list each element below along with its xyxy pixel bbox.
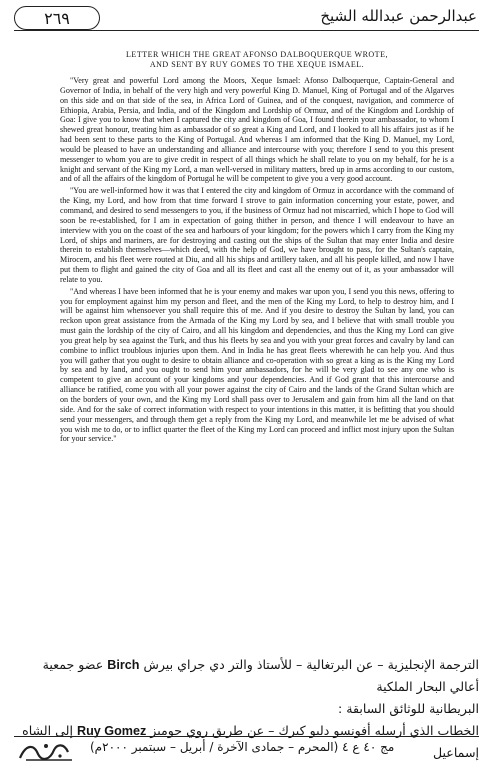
letter-paragraph-2: "You are well-informed how it was that I entered the city and kingdom of Ormuz in accordance with the command of the King, my Lord, and how from that time forward I strove to gain information concerning your estate, power, and command, and desired to send messengers to you, if the business of Ormuz had not miscarried, which I hope to God will soon be re-established, for I am in expectation of going thither in person, and thence I will endeavour to have an interview with you on the coast of the sea and harbours of your kingdom; for the powers which I carry from the King my Lord, of ships and mariners, are for destroying and casting out the ships of the Sultan that may enter India and desire therein to establish themselves—which deed, with the help of God, we have brought to pass, for the Sultan's captain, Mirocem, and his fleet were routed at Diu, and all his ships and artillery taken, and all his people killed, and now I have put them to flight and gained the city of Goa and all its fleet and cast all the enemy out of it, as your ambassador will relate to you. [60,186,454,284]
caption-line-1-pre: الترجمة الإنجليزية – عن البرتغالية – للأستاذ والتر دي جراي بيرش [143,657,479,672]
header-divider [14,30,479,31]
letter-paragraph-3: "And whereas I have been informed that he is your enemy and makes war upon you, I send you this news, offering to you for employment against him my person and fleet, and the men of the King my Lord, to help to destroy him, and I will be against him whensoever you shall require this of me. And if you desire to destroy the Sultan by land, you can reckon upon great assistance from the Armada of the King my Lord by sea, and I believe that with small trouble you must gain the lordship of the city of Cairo, and all his kingdom and dependencies, and thus the King my Lord can give you great help by sea against the Turk, and thus his fleets by sea and you with your great forces and cavalry by land can combine to inflict troublous injuries upon them. And in India he has great fleets wherewith he can help you. And thus you will gather that you ought to desire to obtain alliance and co-operation with so great a king as is the King my Lord by sea and by land, and you ought to send him your ambassadors, for he will be very glad to see any one who is competent to give an account of your kingdoms and your dependencies. And if God grant that this intercourse and alliance be ratified, come you with all your power against the city of Cairo and the lands of the Grand Sultan which are on the borders of your own, and the King my Lord shall pass over to Jerusalem and gain from him all the land on that side. And for the sake of correct information with respect to your intentions in this matter, it is befitting that you should send your messengers, and through them get a reply from the King my Lord, and meanwhile let me be advised of what you wish me to do, or to inflict quarter the fleet of the King my Lord can proceed and inflict most injury upon the Sultan for your service." [60,286,454,444]
author-name: عبدالرحمن عبدالله الشيخ [320,7,477,25]
journal-logo-icon [16,738,78,764]
page-number: ٢٦٩ [44,8,70,28]
letter-paragraph-1: "Very great and powerful Lord among the Moors, Xeque Ismael: Afonso Dalboquerque, Captain-General and Governor of India, in behalf of the very high and very powerful King D. Manuel, King of Portugal and of the Algarves on this side and on that side of the sea, in Africa Lord of Guinea, and of the conquest, navigation, and commerce of Ethiopia, Arabia, Persia, and India, and of the Kingdom and Lordship of Ormuz, and of the Kingdom and Lordship of Goa: I give you to know that when I captured the city and kingdom of Goa, I found therein your ambassador, to whom I shewed great honour, treating him as ambassador of so great a King and Lord, and I looked to all his affairs just as if he had been sent to these parts to the King of Portugal. And whereas I am informed that the King D. Manuel, my Lord, would be pleased to have an understanding and alliance and intercourse with you; therefore I send to you this present messenger to whom you are to give credit in respect of all things which he shall relate to you on my behalf, for he is a knight and servant of the King my Lord, a man well-versed in military matters, bred up in arms according to our custom, and of all the affairs of the kingdom of Portugal he will be competent to give you a very good account. [60,76,454,184]
letter-title-line-1: LETTER WHICH THE GREAT AFONSO DALBOQUERQUE WROTE, [126,50,388,59]
letter-title-line-2: AND SENT BY RUY GOMES TO THE XEQUE ISMAEL. [149,60,365,69]
caption-line-2: البريطانية للوثائق السابقة : [338,701,479,716]
caption-name-birch: Birch [107,658,140,672]
scanned-letter [60,50,454,653]
caption-line-1 [14,654,479,698]
caption-line-3-post: إلى الشاه إسماعيل [22,723,479,760]
footer-divider [14,736,479,737]
page-number-badge [14,6,100,30]
caption-line-1-post: عضو جمعية أعالي البحار الملكية [42,657,479,694]
issue-date: مج ٤٠ ع ٤ (المحرم – جمادى الآخرة / أبريل – سبتمبر ٢٠٠٠م) [90,740,395,754]
caption-line-3-pre: الخطاب الذي أرسله أفونسو دلبو كيرك – عن طريق روي جوميز [150,723,479,738]
caption-name-ruy-gomez: Ruy Gomez [76,724,147,738]
letter-title [60,50,454,70]
